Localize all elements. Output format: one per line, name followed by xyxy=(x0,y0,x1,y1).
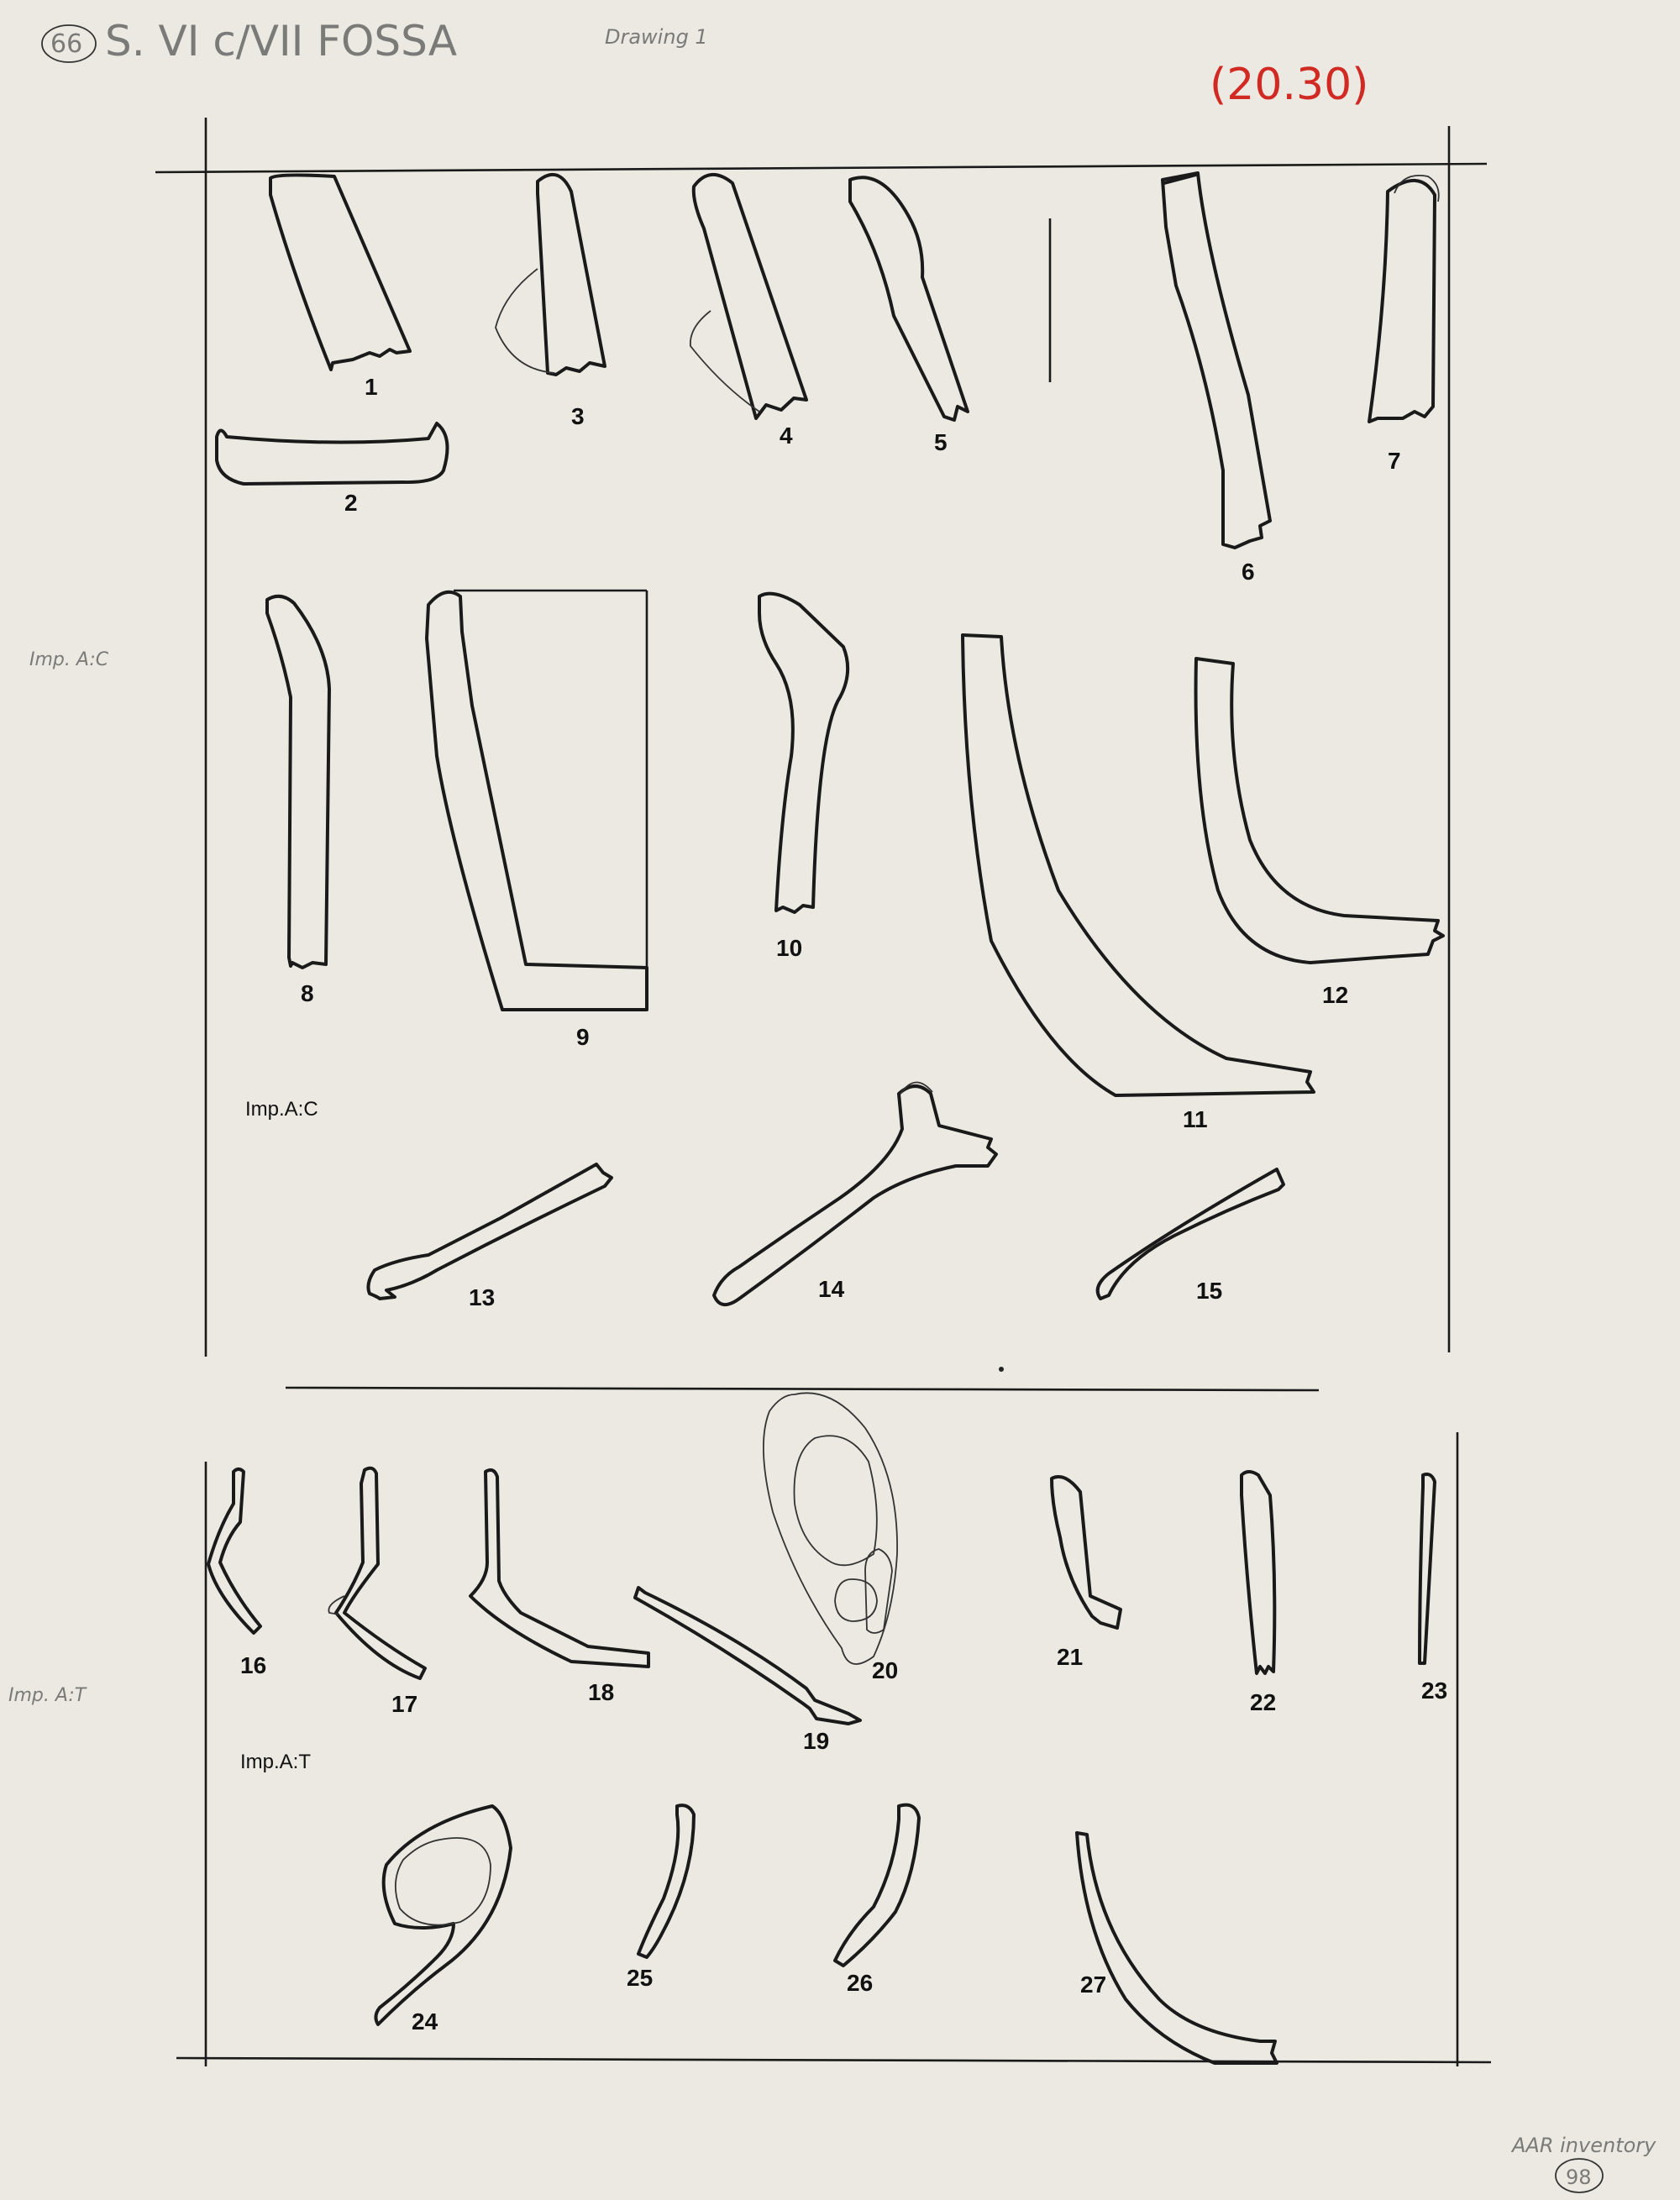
sherd-profile-16 xyxy=(208,1469,260,1633)
figure-number: 23 xyxy=(1421,1678,1448,1704)
sherd-profile-22 xyxy=(1242,1472,1274,1673)
figure-number: 19 xyxy=(803,1728,830,1754)
sherd-profile-19 xyxy=(635,1588,860,1724)
figure-number: 9 xyxy=(576,1024,590,1050)
sherd-profile-21 xyxy=(1052,1477,1121,1628)
figure-numbers xyxy=(240,374,1447,2035)
figure-number: 21 xyxy=(1057,1644,1084,1670)
figure-number: 8 xyxy=(301,980,314,1006)
sherd-profile-5 xyxy=(850,177,968,420)
figure-number: 16 xyxy=(240,1652,267,1678)
figure-number: 13 xyxy=(469,1284,496,1310)
figure-number: 6 xyxy=(1242,559,1255,585)
sherd-profile-26 xyxy=(835,1805,919,1966)
figure-number: 17 xyxy=(391,1691,418,1717)
sherd-profile-25 xyxy=(638,1805,694,1957)
figure-number: 14 xyxy=(818,1276,845,1302)
sherd-profile-17 xyxy=(336,1468,425,1678)
margin-note-upper: Imp. A:C xyxy=(29,649,109,670)
sherd-profile-23 xyxy=(1420,1474,1435,1663)
figure-number: 25 xyxy=(627,1965,654,1991)
sherd-profile-3 xyxy=(538,175,605,375)
sherd-profile-8 xyxy=(267,596,329,968)
sherd-profile-4 xyxy=(694,175,806,418)
pencil-title: S. VI c/VII FOSSA xyxy=(105,17,458,66)
figure-number: 4 xyxy=(780,423,793,449)
figure-number: 2 xyxy=(344,490,358,516)
sherd-profile-14 xyxy=(714,1086,996,1305)
figure-number: 3 xyxy=(571,403,585,429)
sherd-profile-27 xyxy=(1077,1833,1277,2063)
section-label-upper: Imp.A:C xyxy=(245,1098,318,1121)
sherd-profile-6 xyxy=(1163,173,1270,548)
figure-number: 24 xyxy=(412,2008,438,2035)
red-reference-number: (20.30) xyxy=(1210,60,1369,110)
stray-ink-dot xyxy=(999,1367,1004,1372)
sherd-profile-2 xyxy=(217,423,448,484)
sherd-profile-1 xyxy=(270,175,410,370)
figure-number: 1 xyxy=(365,374,378,400)
figure-number: 10 xyxy=(776,935,803,961)
figure-number: 20 xyxy=(872,1657,899,1683)
figure-number: 27 xyxy=(1080,1972,1107,1998)
figure-number: 15 xyxy=(1196,1278,1223,1304)
sherd-profile-12 xyxy=(1196,659,1443,963)
sherd-profile-13 xyxy=(368,1164,612,1299)
sherd-profile-18 xyxy=(470,1470,648,1667)
figure-number: 11 xyxy=(1183,1106,1208,1132)
sherd-profile-7 xyxy=(1369,181,1435,422)
inventory-note: AAR inventory xyxy=(1512,2134,1656,2157)
sherd-profile-9 xyxy=(427,592,647,1010)
figure-number: 5 xyxy=(934,429,948,455)
section-label-lower: Imp.A:T xyxy=(240,1751,312,1773)
figure-number: 26 xyxy=(847,1970,874,1996)
margin-note-lower: Imp. A:T xyxy=(8,1685,87,1706)
drawing-note: Drawing 1 xyxy=(605,25,708,49)
figure-number: 7 xyxy=(1388,448,1401,474)
figure-number: 18 xyxy=(588,1679,615,1705)
sherd-profile-10 xyxy=(759,594,848,912)
sherd-profile-15 xyxy=(1098,1169,1284,1299)
figure-number: 22 xyxy=(1250,1689,1277,1715)
circled-number: 66 xyxy=(50,29,83,59)
figure-number: 12 xyxy=(1322,982,1349,1008)
inventory-number: 98 xyxy=(1566,2166,1592,2189)
